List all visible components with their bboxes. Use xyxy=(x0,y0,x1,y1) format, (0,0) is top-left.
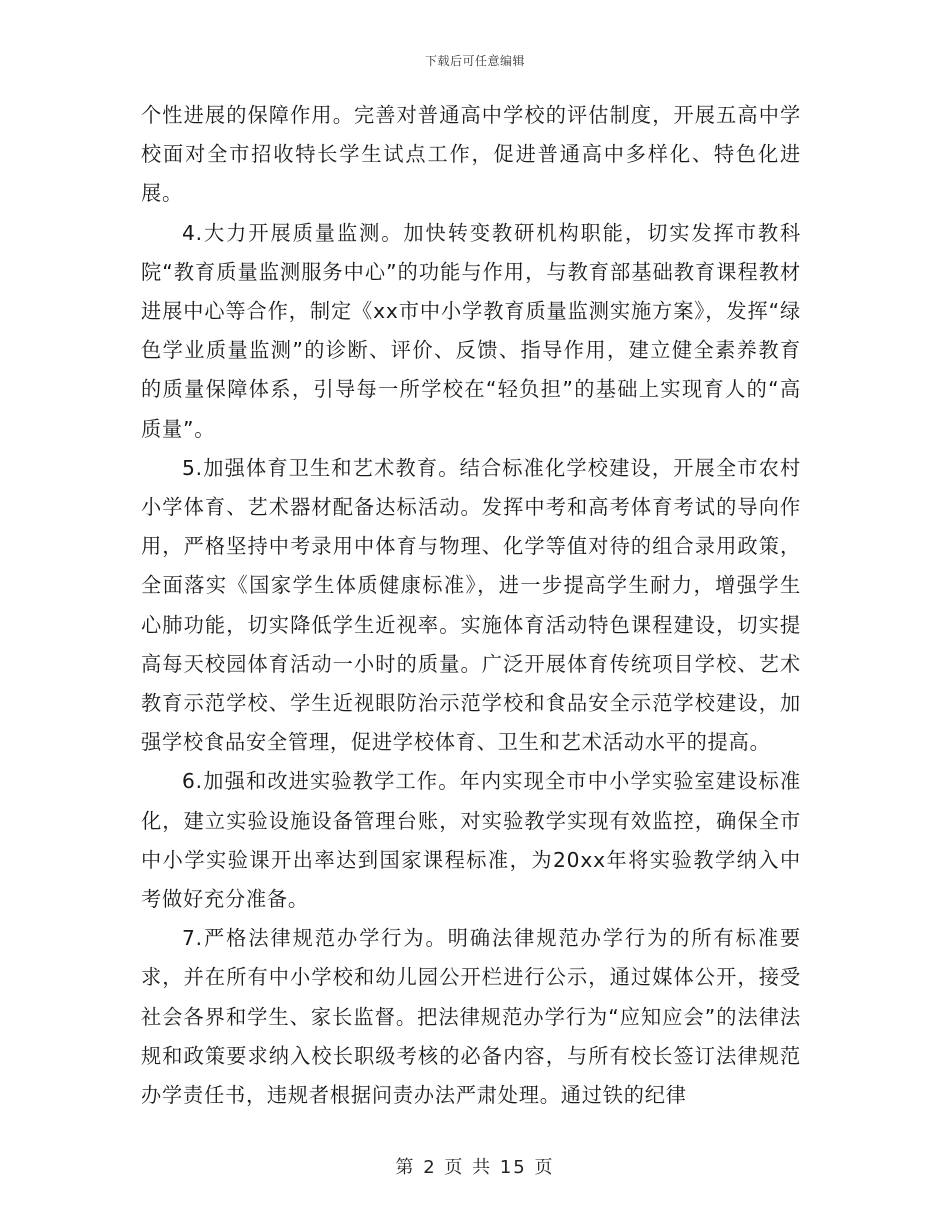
page-footer: 第 2 页 共 15 页 xyxy=(395,1157,555,1178)
paragraph-continued: 个性进展的保障作用。完善对普通高中学校的评估制度，开展五高中学校面对全市招收特长学生试点工作，促进普通高中多样化、特色化进展。 xyxy=(141,103,801,206)
page-header: 下载后可任意编辑 xyxy=(424,54,525,68)
paragraph-item-7: 7.严格法律规范办学行为。明确法律规范办学行为的所有标准要求，并在所有中小学校和幼儿园公开栏进行公示，通过媒体公开，接受社会各界和学生、家长监督。把法律规范办学行为“应知应会”的法律法规和政策要求纳入校长职级考核的必备内容，与所有校长签订法律规范办学责任书，违规者根据问责办法严肃处理。通过铁的纪律 xyxy=(141,926,801,1108)
document-body xyxy=(141,96,801,1115)
paragraph-item-6: 6.加强和改进实验教学工作。年内实现全市中小学实验室建设标准化，建立实验设施设备管理台账，对实验教学实现有效监控，确保全市中小学实验课开出率达到国家课程标准，为20xx年将实验教学纳入中考做好充分准备。 xyxy=(141,769,801,912)
paragraph-item-5: 5.加强体育卫生和艺术教育。结合标准化学校建设，开展全市农村小学体育、艺术器材配备达标活动。发挥中考和高考体育考试的导向作用，严格坚持中考录用中体育与物理、化学等值对待的组合录用政策，全面落实《国家学生体质健康标准》，进一步提高学生耐力，增强学生心肺功能，切实降低学生近视率。实施体育活动特色课程建设，切实提高每天校园体育活动一小时的质量。广泛开展体育传统项目学校、艺术教育示范学校、学生近视眼防治示范学校和食品安全示范学校建设，加强学校食品安全管理，促进学校体育、卫生和艺术活动水平的提高。 xyxy=(141,455,801,755)
paragraph-item-4: 4.大力开展质量监测。加快转变教研机构职能，切实发挥市教科院“教育质量监测服务中心”的功能与作用，与教育部基础教育课程教材进展中心等合作，制定《xx市中小学教育质量监测实施方案》，发挥“绿色学业质量监测”的诊断、评价、反馈、指导作用，建立健全素养教育的质量保障体系，引导每一所学校在“轻负担”的基础上实现育人的“高质量”。 xyxy=(141,220,801,441)
